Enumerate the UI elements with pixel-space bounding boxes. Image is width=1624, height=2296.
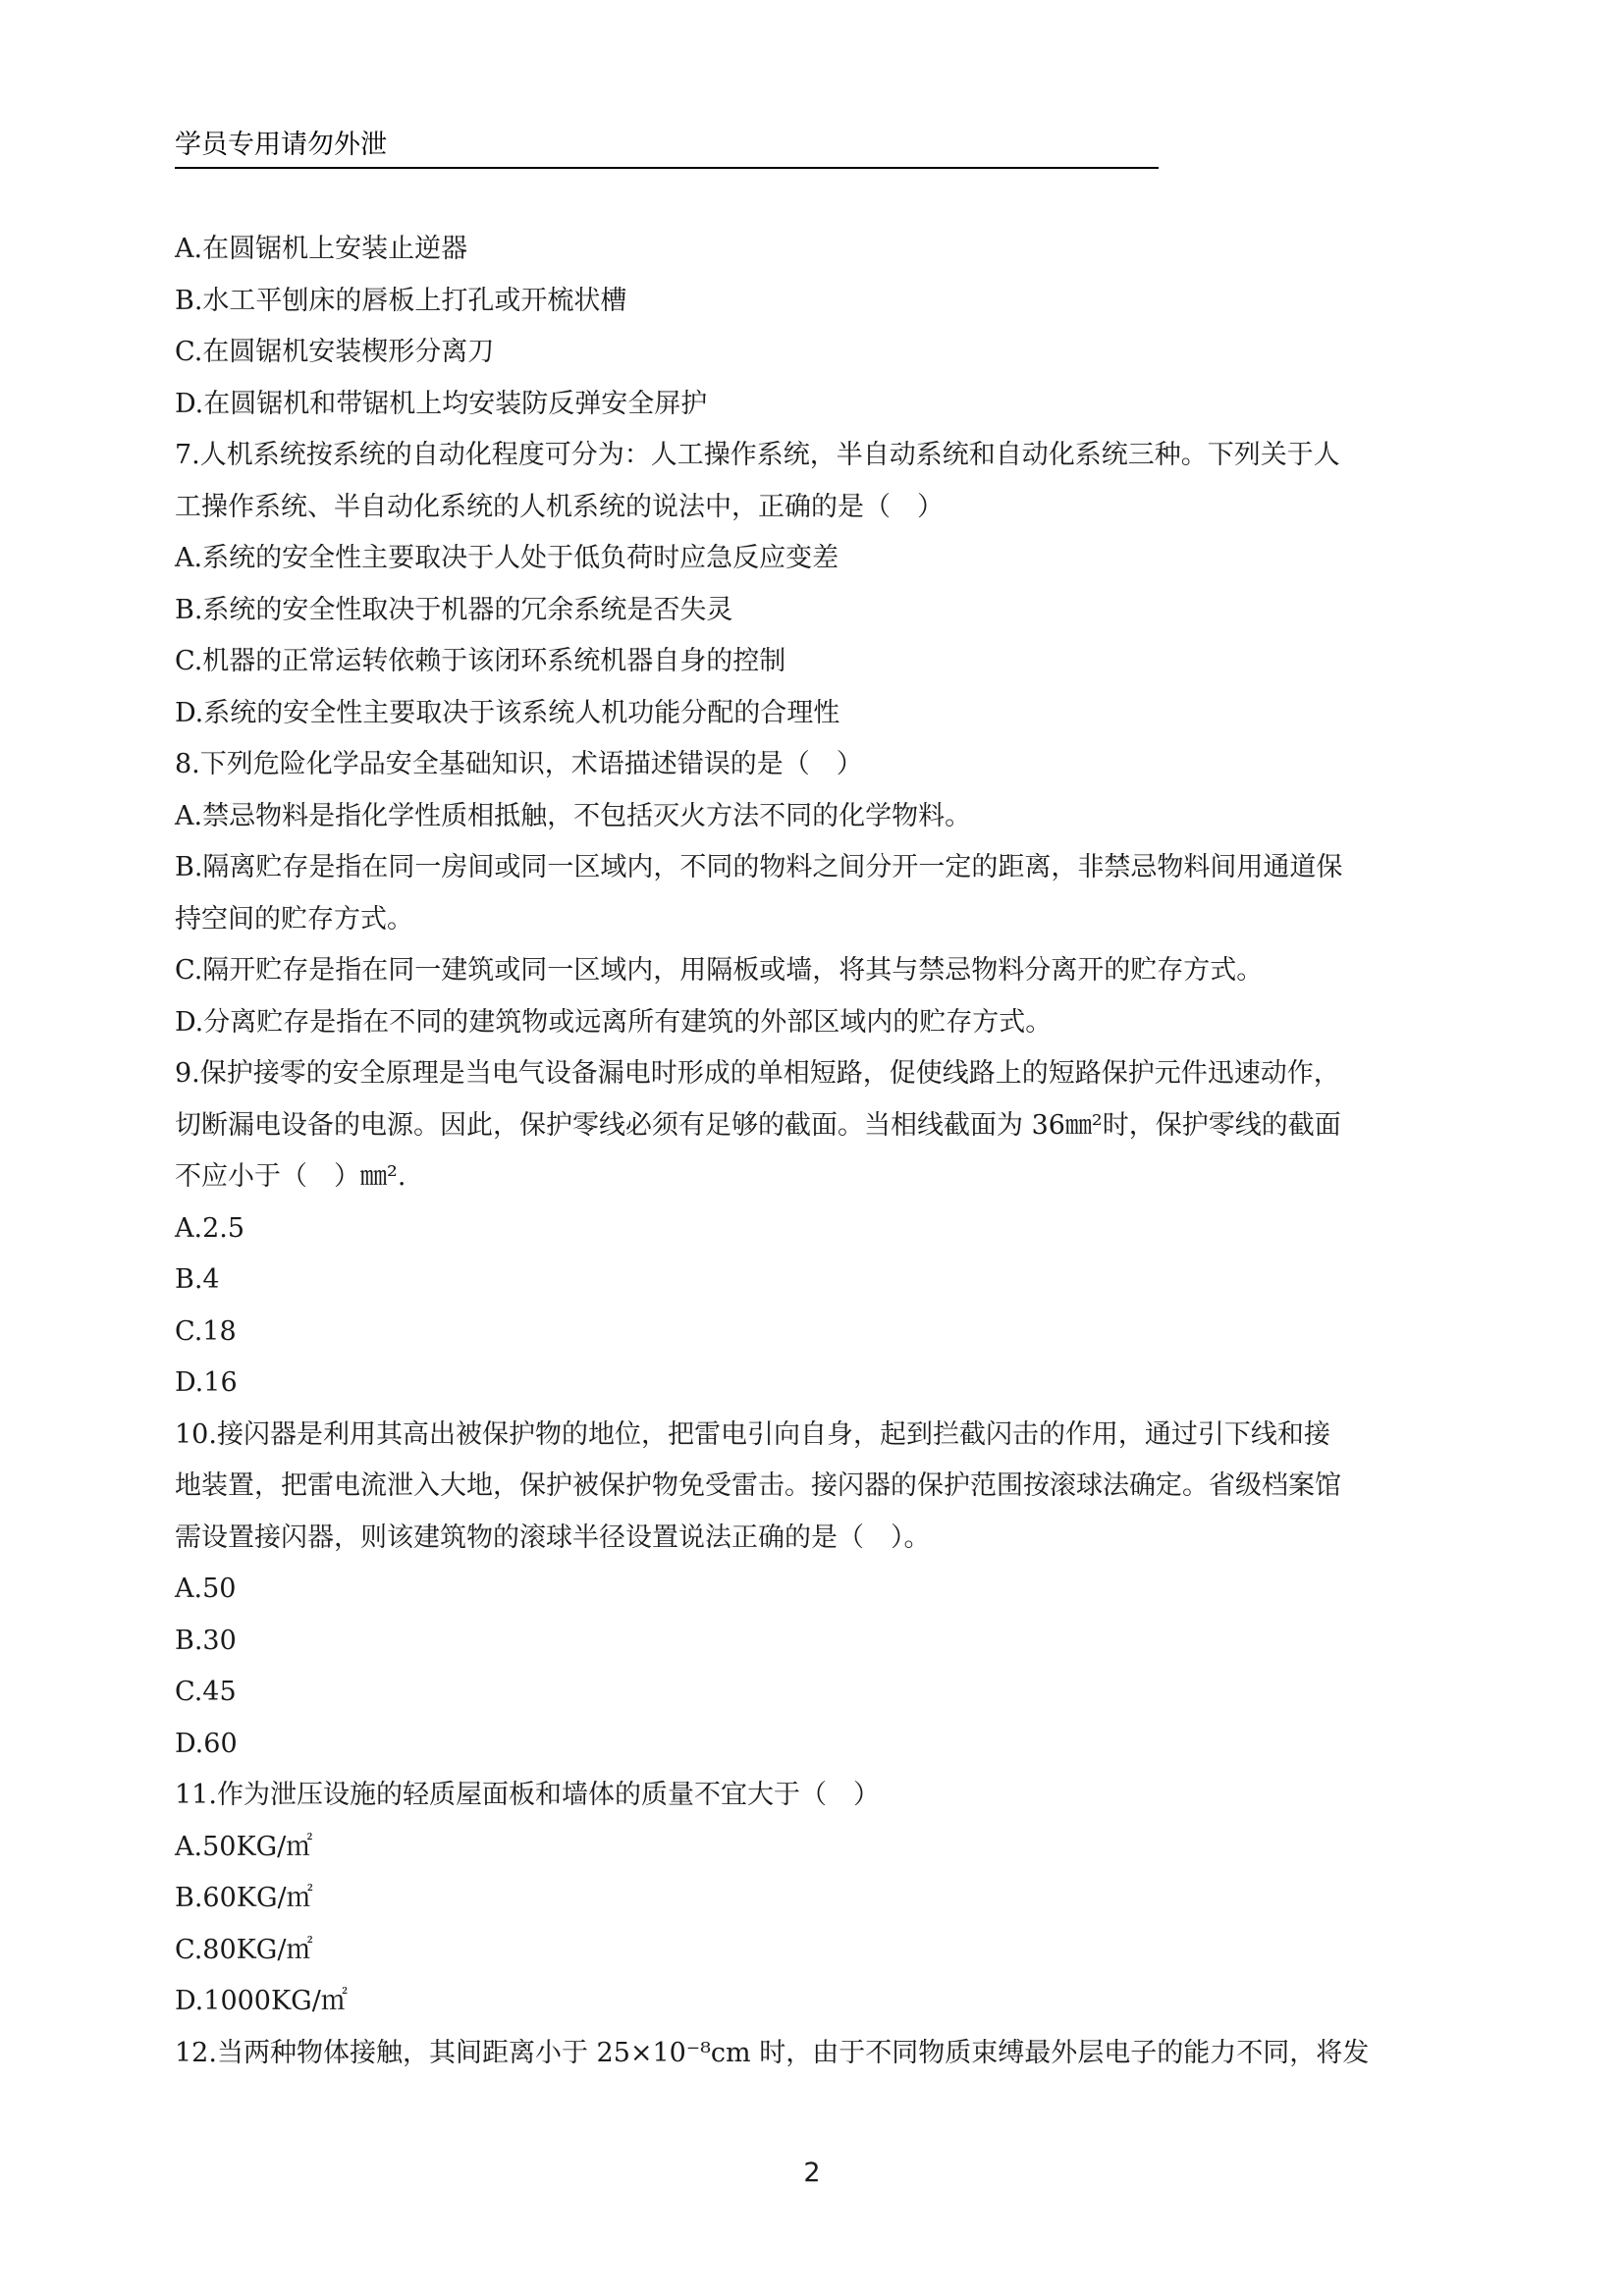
text-line: D.系统的安全性主要取决于该系统人机功能分配的合理性 (175, 697, 840, 728)
text-line: D.1000KG/㎡ (175, 1986, 348, 2016)
text-line: C.18 (175, 1315, 237, 1347)
text-line: A.50 (175, 1574, 237, 1604)
text-line: D.60 (175, 1728, 238, 1759)
document-body (175, 224, 1451, 2079)
text-line: B.系统的安全性取决于机器的冗余系统是否失灵 (175, 594, 733, 625)
text-line: D.分离贮存是指在不同的建筑物或远离所有建筑的外部区域内的贮存方式。 (175, 1006, 1053, 1038)
text-line: C.80KG/㎡ (175, 1934, 313, 1965)
text-line: C.在圆锯机安装楔形分离刀 (175, 337, 495, 367)
page-header (175, 128, 1159, 169)
text-line: B.隔离贮存是指在同一房间或同一区域内，不同的物料之间分开一定的距离，非禁忌物料间用通道保 (175, 852, 1343, 882)
question-9-line-1: 9.保护接零的安全原理是当电气设备漏电时形成的单相短路，促使线路上的短路保护元件迅速动作， (175, 1058, 1340, 1089)
text-line: B.4 (175, 1264, 220, 1295)
text-line: B.60KG/㎡ (175, 1883, 313, 1913)
text-line: A.50KG/㎡ (175, 1831, 313, 1862)
question-10-line-2: 地装置，把雷电流泄入大地，保护被保护物免受雷击。接闪器的保护范围按滚球法确定。省级档案馆 (175, 1470, 1341, 1501)
question-10-line-1: 10.接闪器是利用其高出被保护物的地位，把雷电引向自身，起到拦截闪击的作用，通过引下线和接 (175, 1418, 1330, 1450)
text-line: B.30 (175, 1625, 237, 1656)
page-number: 2 (803, 2158, 821, 2188)
text-line: A.禁忌物料是指化学性质相抵触，不包括灭火方法不同的化学物料。 (175, 800, 972, 831)
header-title: 学员专用请勿外泄 (175, 130, 387, 160)
text-line: A.系统的安全性主要取决于人处于低负荷时应急反应变差 (175, 543, 839, 573)
text-line: D.16 (175, 1367, 238, 1398)
question-10-line-3: 需设置接闪器，则该建筑物的滚球半径设置说法正确的是（ ）。 (175, 1522, 931, 1553)
question-12-line: 12.当两种物体接触，其间距离小于 25×10⁻⁸cm 时，由于不同物质束缚最外层电子的能力不同，将发 (175, 2037, 1370, 2068)
question-9-line-3: 不应小于（ ）㎜². (175, 1161, 406, 1192)
text-line: B.水工平刨床的唇板上打孔或开梳状槽 (175, 285, 627, 316)
text-line: C.隔开贮存是指在同一建筑或同一区域内，用隔板或墙，将其与禁忌物料分离开的贮存方式。 (175, 955, 1264, 986)
question-11-line: 11.作为泄压设施的轻质屋面板和墙体的质量不宜大于（ ） (175, 1780, 880, 1810)
text-line: A.在圆锯机上安装止逆器 (175, 234, 468, 264)
text-line: C.机器的正常运转依赖于该闭环系统机器自身的控制 (175, 646, 786, 676)
question-7-line-2: 工操作系统、半自动化系统的人机系统的说法中，正确的是（ ） (175, 491, 944, 522)
question-9-line-2: 切断漏电设备的电源。因此，保护零线必须有足够的截面。当相线截面为 36㎜²时，保护零线的截面 (175, 1109, 1341, 1141)
question-8-line: 8.下列危险化学品安全基础知识，术语描述错误的是（ ） (175, 749, 863, 779)
text-line: 持空间的贮存方式。 (175, 903, 413, 934)
page-footer (0, 2158, 1624, 2188)
text-line: A.2.5 (175, 1212, 245, 1244)
question-7-line-1: 7.人机系统按系统的自动化程度可分为：人工操作系统，半自动系统和自动化系统三种。下列关于人 (175, 440, 1340, 470)
text-line: D.在圆锯机和带锯机上均安装防反弹安全屏护 (175, 388, 708, 419)
text-line: C.45 (175, 1677, 237, 1707)
